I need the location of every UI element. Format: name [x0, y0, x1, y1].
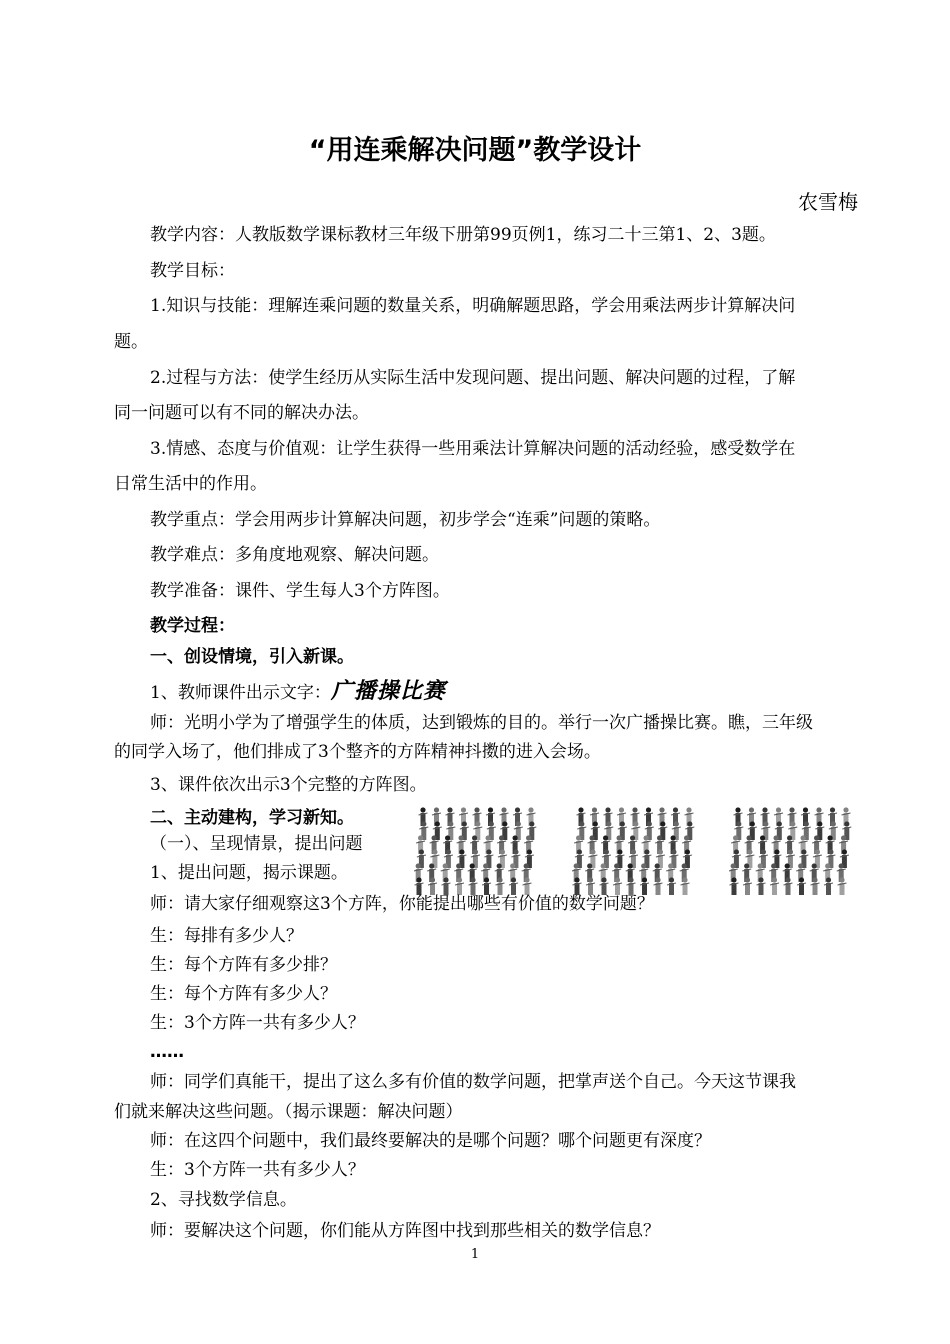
page-number: 1 — [470, 1247, 480, 1262]
paragraph-line: 教学难点：多角度地观察、解决问题。 — [150, 545, 439, 565]
author-name: 农雪梅 — [798, 190, 858, 214]
paragraph-line: 们就来解决这些问题。（揭示课题：解决问题） — [114, 1102, 463, 1122]
paragraph-line: 3、课件依次出示3个完整的方阵图。 — [150, 775, 427, 795]
section-heading: 一、创设情境，引入新课。 — [150, 647, 354, 667]
paragraph-line: 生：每个方阵有多少人？ — [150, 984, 337, 1004]
formation-drawing — [572, 803, 704, 895]
handwritten-title: 广播操比赛 — [330, 679, 446, 704]
paragraph-line: 日常生活中的作用。 — [114, 474, 267, 494]
student-formation-image-1 — [414, 803, 546, 895]
formation-drawing — [729, 803, 861, 895]
paragraph-line: 题。 — [114, 332, 148, 352]
ellipsis-line: …… — [150, 1042, 184, 1062]
paragraph-line: 生：3个方阵一共有多少人？ — [150, 1013, 365, 1033]
student-formation-image-2 — [572, 803, 704, 895]
paragraph-line: 生：每个方阵有多少排？ — [150, 955, 337, 975]
paragraph-line: 师：同学们真能干，提出了这么多有价值的数学问题，把掌声送个自己。今天这节课我 — [150, 1072, 796, 1092]
paragraph-line: 3.情感、态度与价值观：让学生获得一些用乘法计算解决问题的活动经验，感受数学在 — [150, 439, 796, 459]
paragraph-line: 同一问题可以有不同的解决办法。 — [114, 403, 369, 423]
line-text: 1、教师课件出示文字： — [150, 683, 331, 703]
paragraph-line: 教学重点：学会用两步计算解决问题，初步学会“连乘”问题的策略。 — [150, 510, 661, 530]
paragraph-line: 生：每排有多少人？ — [150, 926, 303, 946]
paragraph-line: 生：3个方阵一共有多少人？ — [150, 1160, 365, 1180]
student-formation-image-3 — [729, 803, 861, 895]
paragraph-line: 教学准备：课件、学生每人3个方阵图。 — [150, 581, 450, 601]
paragraph-line: 师：在这四个问题中，我们最终要解决的是哪个问题？哪个问题更有深度？ — [150, 1131, 711, 1151]
paragraph-line: 教学目标： — [150, 261, 235, 281]
paragraph-line: 师：光明小学为了增强学生的体质，达到锻炼的目的。举行一次广播操比赛。瞧，三年级 — [150, 713, 813, 733]
paragraph-line: 的同学入场了，他们排成了3个整齐的方阵精神抖擞的进入会场。 — [114, 742, 601, 762]
paragraph-line: 1、提出问题，揭示课题。 — [150, 863, 348, 883]
paragraph-line: 师：要解决这个问题，你们能从方阵图中找到那些相关的数学信息？ — [150, 1221, 660, 1241]
paragraph-line: 教学内容：人教版数学课标教材三年级下册第99页例1，练习二十三第1、2、3题。 — [150, 225, 776, 245]
paragraph-line: 2.过程与方法：使学生经历从实际生活中发现问题、提出问题、解决问题的过程，了解 — [150, 368, 796, 388]
formation-drawing — [414, 803, 546, 895]
document-title: “用连乘解决问题”教学设计 — [308, 135, 642, 166]
section-heading: 二、主动建构，学习新知。 — [150, 808, 354, 828]
paragraph-line: （一）、呈现情景，提出问题 — [150, 834, 363, 854]
section-heading: 教学过程： — [150, 616, 235, 636]
paragraph-line — [150, 680, 862, 705]
paragraph-line: 师：请大家仔细观察这3个方阵，你能提出哪些有价值的数学问题？ — [150, 894, 654, 914]
paragraph-line: 1.知识与技能：理解连乘问题的数量关系，明确解题思路，学会用乘法两步计算解决问 — [150, 296, 796, 316]
paragraph-line: 2、寻找数学信息。 — [150, 1190, 297, 1210]
